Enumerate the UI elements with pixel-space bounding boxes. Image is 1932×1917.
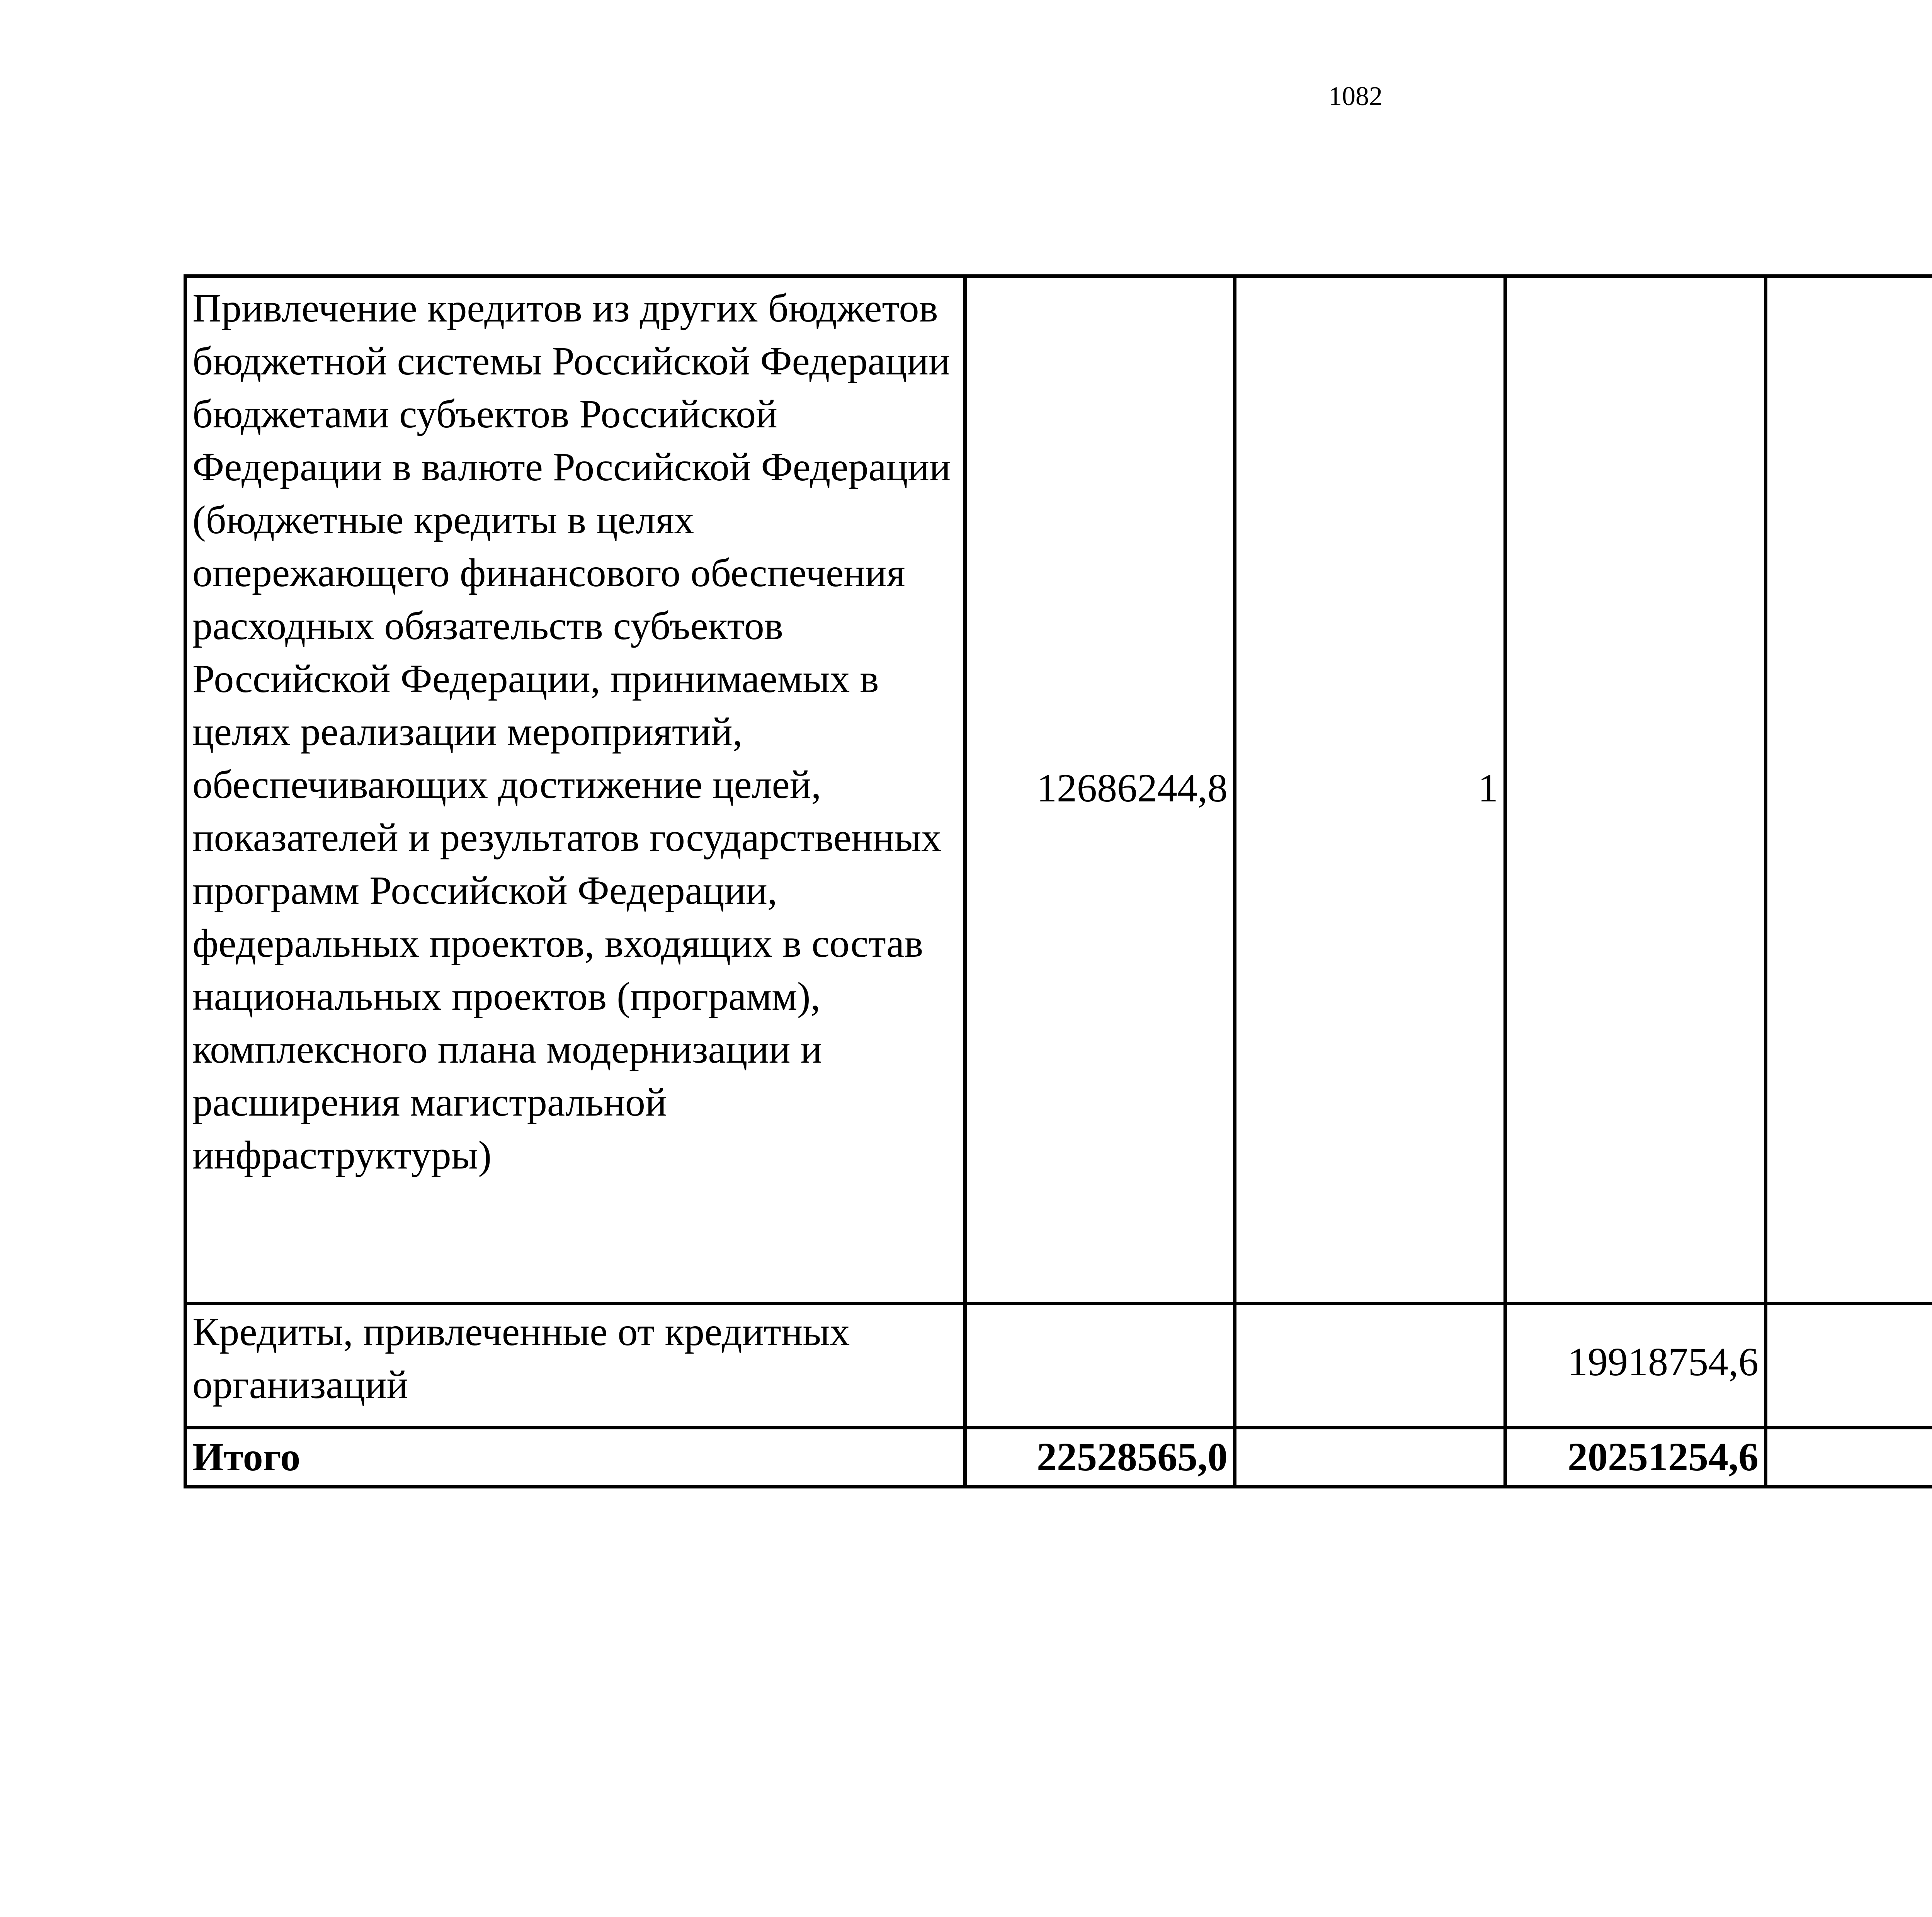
table-cell	[1766, 1428, 1932, 1487]
table-cell	[1766, 1304, 1932, 1428]
row-label: Кредиты, привлеченные от кредитных организаций	[185, 1304, 965, 1428]
table-cell: 19918754,6	[1505, 1304, 1766, 1428]
table-cell	[1235, 1428, 1505, 1487]
row-label: Привлечение кредитов из других бюджетов бюджетной системы Российской Федерации бюджетами субъектов Российской Федерации в валюте Российской Федерации (бюджетные кредиты в целях опережающего финансового обеспечения расходных обязательств субъектов Российской Федерации, принимаемых в целях реализации мероприятий, обеспечивающих достижение целей, показателей и результатов государственных программ Российской Федерации, федеральных проектов, входящих в состав национальных проектов (программ), комплексного плана модернизации и расширения магистральной инфраструктуры)	[185, 276, 965, 1304]
table-cell: 20251254,6	[1505, 1428, 1766, 1487]
table-cell	[1766, 276, 1932, 1304]
table-cell: 1	[1235, 276, 1505, 1304]
table-cell	[1235, 1304, 1505, 1428]
table-cell: 22528565,0	[965, 1428, 1235, 1487]
total-row	[185, 1428, 1932, 1487]
table-row	[185, 1304, 1932, 1428]
table-cell	[1505, 276, 1766, 1304]
total-label: Итого	[185, 1428, 965, 1487]
table-row	[185, 276, 1932, 1304]
budget-table	[184, 274, 1932, 1488]
table-cell: 12686244,8	[965, 276, 1235, 1304]
page-number: 1082	[1328, 82, 1383, 111]
table-cell	[965, 1304, 1235, 1428]
